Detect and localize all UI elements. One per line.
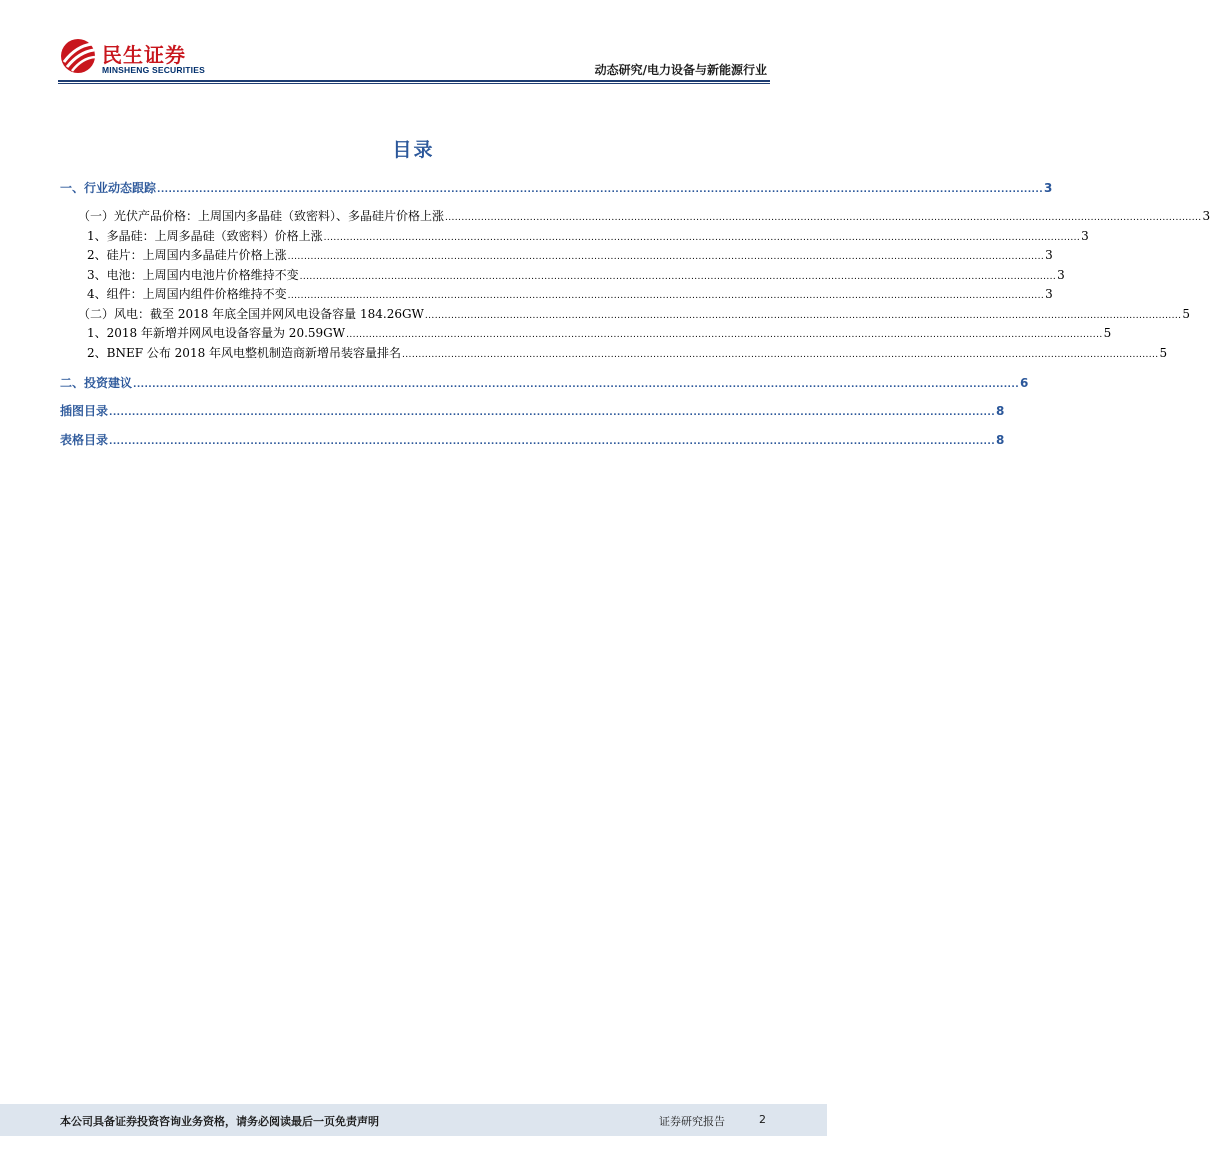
minsheng-logo-mark-icon	[58, 36, 98, 76]
toc-leader-dots: ........................................................................................................................................................................................................................................	[299, 272, 1057, 282]
toc-leader-dots: ........................................................................................................................................................................................................................................	[133, 380, 1020, 390]
toc-entry-page: 3	[1202, 209, 1210, 223]
toc-entry-page: 3	[1057, 268, 1065, 282]
toc-entry-page: 3	[1045, 287, 1053, 301]
toc-entry[interactable]	[78, 207, 1210, 225]
toc-entry-page: 8	[996, 433, 1005, 447]
toc-leader-dots: ........................................................................................................................................................................................................................................	[109, 437, 996, 447]
footer-disclaimer: 本公司具备证券投资咨询业务资格，请务必阅读最后一页免责声明	[60, 1115, 379, 1128]
report-category: 动态研究/电力设备与新能源行业	[594, 63, 767, 77]
minsheng-logo	[58, 40, 218, 80]
toc-entry[interactable]	[87, 324, 1112, 342]
page-footer	[0, 1104, 827, 1136]
toc-entry[interactable]	[87, 246, 1053, 264]
page-header	[0, 0, 827, 82]
toc-entry[interactable]	[60, 374, 1029, 392]
toc-entry-text: 1、2018 年新增并网风电设备容量为 20.59GW	[87, 326, 346, 340]
toc-leader-dots: ........................................................................................................................................................................................................................................	[287, 252, 1045, 262]
toc-entry-page: 5	[1159, 346, 1168, 360]
toc-entry-text: 插图目录	[60, 404, 109, 418]
toc-entry-text: 二、投资建议	[60, 376, 133, 390]
toc-leader-dots: ........................................................................................................................................................................................................................................	[109, 408, 996, 418]
toc-leader-dots: ........................................................................................................................................................................................................................................	[424, 311, 1182, 321]
toc-entry[interactable]	[60, 179, 1053, 197]
toc-entry-text: 一、行业动态跟踪	[60, 181, 157, 195]
toc-entry-text: 1、多晶硅：上周多晶硅（致密料）价格上涨	[87, 229, 323, 243]
toc-entry-text: 2、BNEF 公布 2018 年风电整机制造商新增吊装容量排名	[87, 346, 402, 360]
toc-leader-dots: ........................................................................................................................................................................................................................................	[287, 291, 1045, 301]
toc-entry-text: 2、硅片：上周国内多晶硅片价格上涨	[87, 248, 287, 262]
toc-leader-dots: ........................................................................................................................................................................................................................................	[402, 350, 1159, 360]
toc-entry-page: 3	[1081, 229, 1089, 243]
header-divider-thin	[58, 83, 770, 84]
footer-report-type: 证券研究报告	[659, 1115, 725, 1128]
toc-entry-text: （二）风电：截至 2018 年底全国并网风电设备容量 184.26GW	[78, 307, 424, 321]
toc-entry[interactable]	[78, 305, 1191, 323]
toc-entry-text: 3、电池：上周国内电池片价格维持不变	[87, 268, 299, 282]
toc-leader-dots: ........................................................................................................................................................................................................................................	[346, 330, 1103, 340]
toc-entry-page: 5	[1182, 307, 1191, 321]
toc-entry-page: 6	[1020, 376, 1029, 390]
toc-title: 目录	[392, 139, 435, 161]
toc-entry-page: 5	[1103, 326, 1112, 340]
toc-entry[interactable]	[87, 266, 1065, 284]
toc-entry-text: 4、组件：上周国内组件价格维持不变	[87, 287, 287, 301]
logo-en-text: MINSHENG SECURITIES	[102, 65, 205, 75]
logo-cn-text: 民生证券	[102, 43, 186, 67]
toc-entry[interactable]	[87, 285, 1053, 303]
toc-entry[interactable]	[87, 344, 1168, 362]
toc-entry-text: 表格目录	[60, 433, 109, 447]
toc-entry[interactable]	[87, 227, 1089, 245]
page-number: 2	[759, 1113, 766, 1126]
toc-leader-dots: ........................................................................................................................................................................................................................................	[445, 213, 1202, 223]
toc-entry-page: 8	[996, 404, 1005, 418]
toc-entry-page: 3	[1044, 181, 1053, 195]
toc-entry-page: 3	[1045, 248, 1053, 262]
header-divider	[58, 80, 770, 82]
toc-entry[interactable]	[60, 431, 1005, 449]
toc-entry-text: （一）光伏产品价格：上周国内多晶硅（致密料）、多晶硅片价格上涨	[78, 209, 445, 223]
toc-entry[interactable]	[60, 402, 1005, 420]
toc-leader-dots: ........................................................................................................................................................................................................................................	[323, 233, 1081, 243]
toc-leader-dots: ........................................................................................................................................................................................................................................	[157, 185, 1044, 195]
